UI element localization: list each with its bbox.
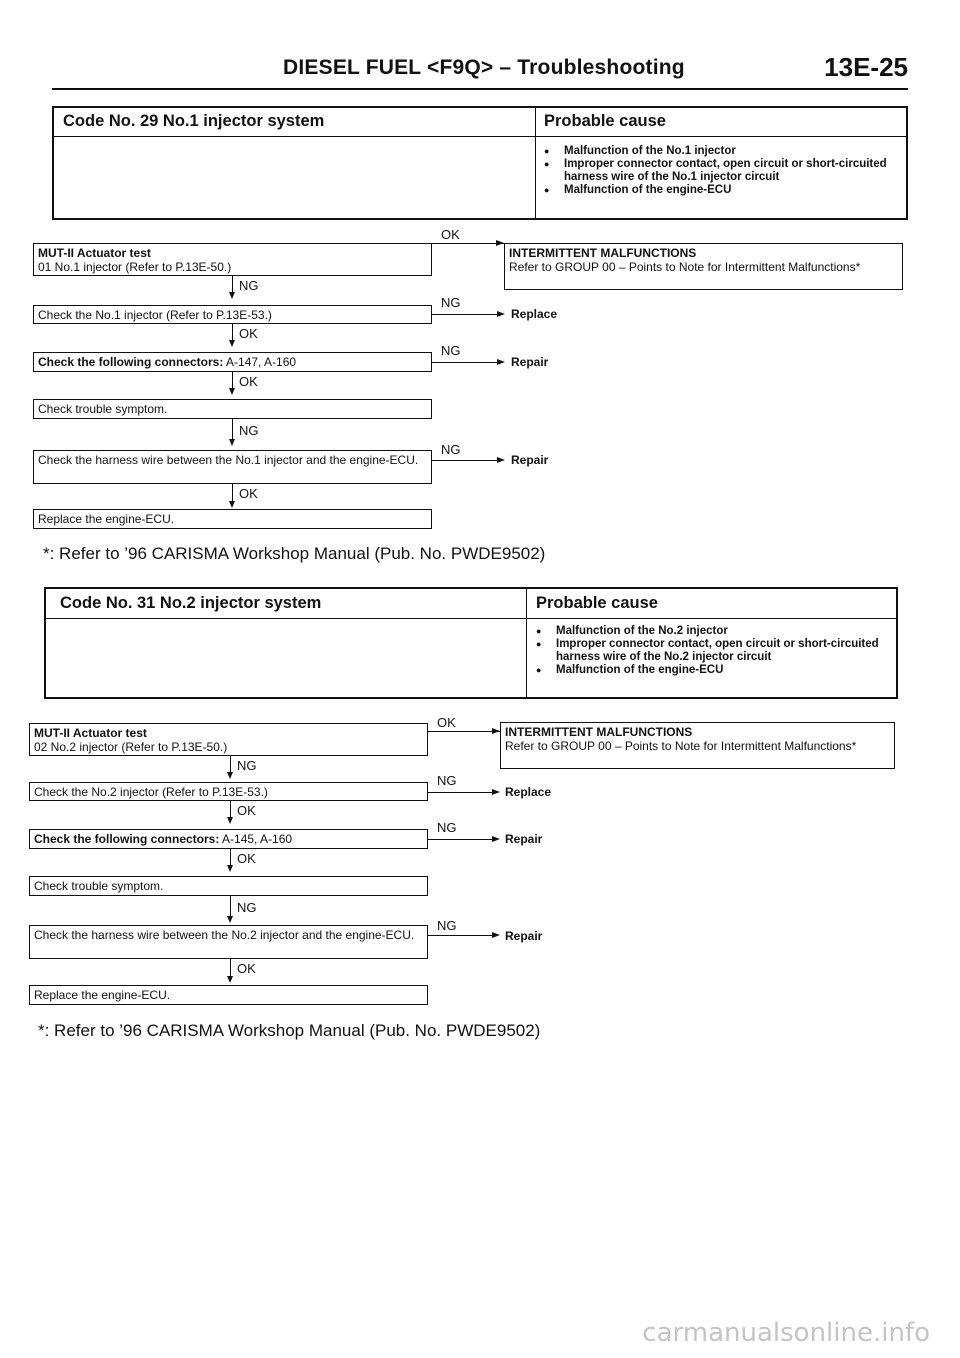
step-text: Check the No.1 injector (Refer to P.13E-53.) xyxy=(38,308,272,322)
ng-connector xyxy=(427,935,494,936)
arrow-down-icon xyxy=(229,501,235,508)
ng-connector xyxy=(431,314,499,315)
step-check-connectors xyxy=(33,352,432,372)
arrow-right-icon xyxy=(492,932,500,938)
cause-item: ● Malfunction of the No.2 injector xyxy=(532,625,892,638)
step-check-harness xyxy=(29,925,428,959)
ok-label: OK xyxy=(239,374,258,389)
ng-label: NG xyxy=(441,442,461,457)
ok-connector xyxy=(431,243,504,244)
step-replace-ecu xyxy=(29,985,428,1005)
cause-item: ● Improper connector contact, open circuit or short-circuited harness wire of the No.2 injector circuit xyxy=(532,638,892,664)
ng-connector xyxy=(431,362,499,363)
step-check-connectors xyxy=(29,829,428,849)
ok-label: OK xyxy=(239,326,258,341)
ng-label: NG xyxy=(441,295,461,310)
arrow-right-icon xyxy=(496,240,504,246)
table-header-divider xyxy=(54,136,906,137)
step-text: 02 No.2 injector (Refer to P.13E-50.) xyxy=(34,740,228,754)
probable-cause-title: Probable cause xyxy=(536,594,658,612)
step-actuator-test xyxy=(29,723,428,756)
page-title: DIESEL FUEL <F9Q> – Troubleshooting xyxy=(283,56,685,79)
step-text: Replace the engine-ECU. xyxy=(34,988,171,1002)
cause-item: ● Malfunction of the engine-ECU xyxy=(540,184,900,197)
ok-connector xyxy=(427,731,500,732)
ng-label: NG xyxy=(239,278,259,293)
arrow-right-icon xyxy=(497,457,505,463)
step-text: Check the harness wire between the No.2 injector and the engine-ECU. xyxy=(34,928,415,942)
step-text: 01 No.1 injector (Refer to P.13E-50.) xyxy=(38,260,232,274)
step-check-injector xyxy=(29,782,428,801)
header-divider xyxy=(52,88,908,90)
ng-connector xyxy=(427,839,494,840)
intermittent-box xyxy=(500,722,895,769)
ok-label: OK xyxy=(237,803,256,818)
step-text: Check the No.2 injector (Refer to P.13E-53.) xyxy=(34,785,268,799)
reference-note: *: Refer to ’96 CARISMA Workshop Manual (Pub. No. PWDE9502) xyxy=(38,1021,541,1040)
reference-note: *: Refer to ’96 CARISMA Workshop Manual (Pub. No. PWDE9502) xyxy=(43,544,546,563)
ok-label: OK xyxy=(441,227,460,242)
ng-connector xyxy=(431,460,499,461)
step-title: MUT-II Actuator test xyxy=(38,246,151,260)
code-31-table xyxy=(44,587,898,699)
intermittent-title: INTERMITTENT MALFUNCTIONS xyxy=(509,246,697,260)
step-text: Check trouble symptom. xyxy=(34,879,164,893)
code-title: Code No. 29 No.1 injector system xyxy=(63,112,325,130)
cause-list xyxy=(532,625,892,677)
table-column-divider xyxy=(535,108,536,218)
code-29-table xyxy=(52,106,908,220)
cause-item: ● Improper connector contact, open circuit or short-circuited harness wire of the No.1 injector circuit xyxy=(540,158,900,184)
intermittent-text: Refer to GROUP 00 – Points to Note for Intermittent Malfunctions* xyxy=(509,260,861,274)
step-trouble-symptom xyxy=(29,876,428,896)
arrow-down-icon xyxy=(227,817,233,824)
step-title: MUT-II Actuator test xyxy=(34,726,147,740)
intermittent-text: Refer to GROUP 00 – Points to Note for Intermittent Malfunctions* xyxy=(505,739,857,753)
ng-label: NG xyxy=(437,773,457,788)
intermittent-box xyxy=(504,243,903,290)
step-text: A-147, A-160 xyxy=(223,355,297,369)
result-replace: Replace xyxy=(505,785,552,799)
step-trouble-symptom xyxy=(33,399,432,419)
step-text: Check the harness wire between the No.1 injector and the engine-ECU. xyxy=(38,453,419,467)
step-title: Check the following connectors: xyxy=(38,355,224,369)
arrow-right-icon xyxy=(497,359,505,365)
ok-label: OK xyxy=(239,486,258,501)
arrow-right-icon xyxy=(492,789,500,795)
ng-label: NG xyxy=(237,758,257,773)
watermark-text: carmanualsonline.info xyxy=(642,1318,930,1348)
ng-label: NG xyxy=(437,918,457,933)
result-repair: Repair xyxy=(505,929,543,943)
step-text: Replace the engine-ECU. xyxy=(38,512,175,526)
arrow-right-icon xyxy=(492,836,500,842)
arrow-down-icon xyxy=(229,292,235,299)
ng-connector xyxy=(427,792,494,793)
result-repair: Repair xyxy=(511,453,549,467)
ng-label: NG xyxy=(437,820,457,835)
page-number: 13E-25 xyxy=(824,52,908,82)
cause-list xyxy=(540,145,900,197)
arrow-right-icon xyxy=(492,728,500,734)
arrow-down-icon xyxy=(227,976,233,983)
arrow-down-icon xyxy=(229,340,235,347)
table-column-divider xyxy=(526,589,527,697)
arrow-down-icon xyxy=(227,772,233,779)
result-replace: Replace xyxy=(511,307,558,321)
arrow-right-icon xyxy=(497,311,505,317)
code-title: Code No. 31 No.2 injector system xyxy=(60,594,322,612)
ng-label: NG xyxy=(237,900,257,915)
ok-label: OK xyxy=(237,851,256,866)
arrow-down-icon xyxy=(229,439,235,446)
table-header-divider xyxy=(46,618,896,619)
arrow-down-icon xyxy=(227,865,233,872)
result-repair: Repair xyxy=(505,832,543,846)
cause-item: ● Malfunction of the No.1 injector xyxy=(540,145,900,158)
step-actuator-test xyxy=(33,243,432,276)
cause-item: ● Malfunction of the engine-ECU xyxy=(532,664,892,677)
step-text: Check trouble symptom. xyxy=(38,402,168,416)
ng-label: NG xyxy=(239,423,259,438)
arrow-down-icon xyxy=(227,916,233,923)
step-check-injector xyxy=(33,305,432,324)
ng-label: NG xyxy=(441,343,461,358)
intermittent-title: INTERMITTENT MALFUNCTIONS xyxy=(505,725,693,739)
arrow-down-icon xyxy=(229,388,235,395)
probable-cause-title: Probable cause xyxy=(544,112,666,130)
step-replace-ecu xyxy=(33,509,432,529)
result-repair: Repair xyxy=(511,355,549,369)
step-text: A-145, A-160 xyxy=(219,832,293,846)
ok-label: OK xyxy=(237,961,256,976)
step-check-harness xyxy=(33,450,432,484)
ok-label: OK xyxy=(437,715,456,730)
step-title: Check the following connectors: xyxy=(34,832,220,846)
